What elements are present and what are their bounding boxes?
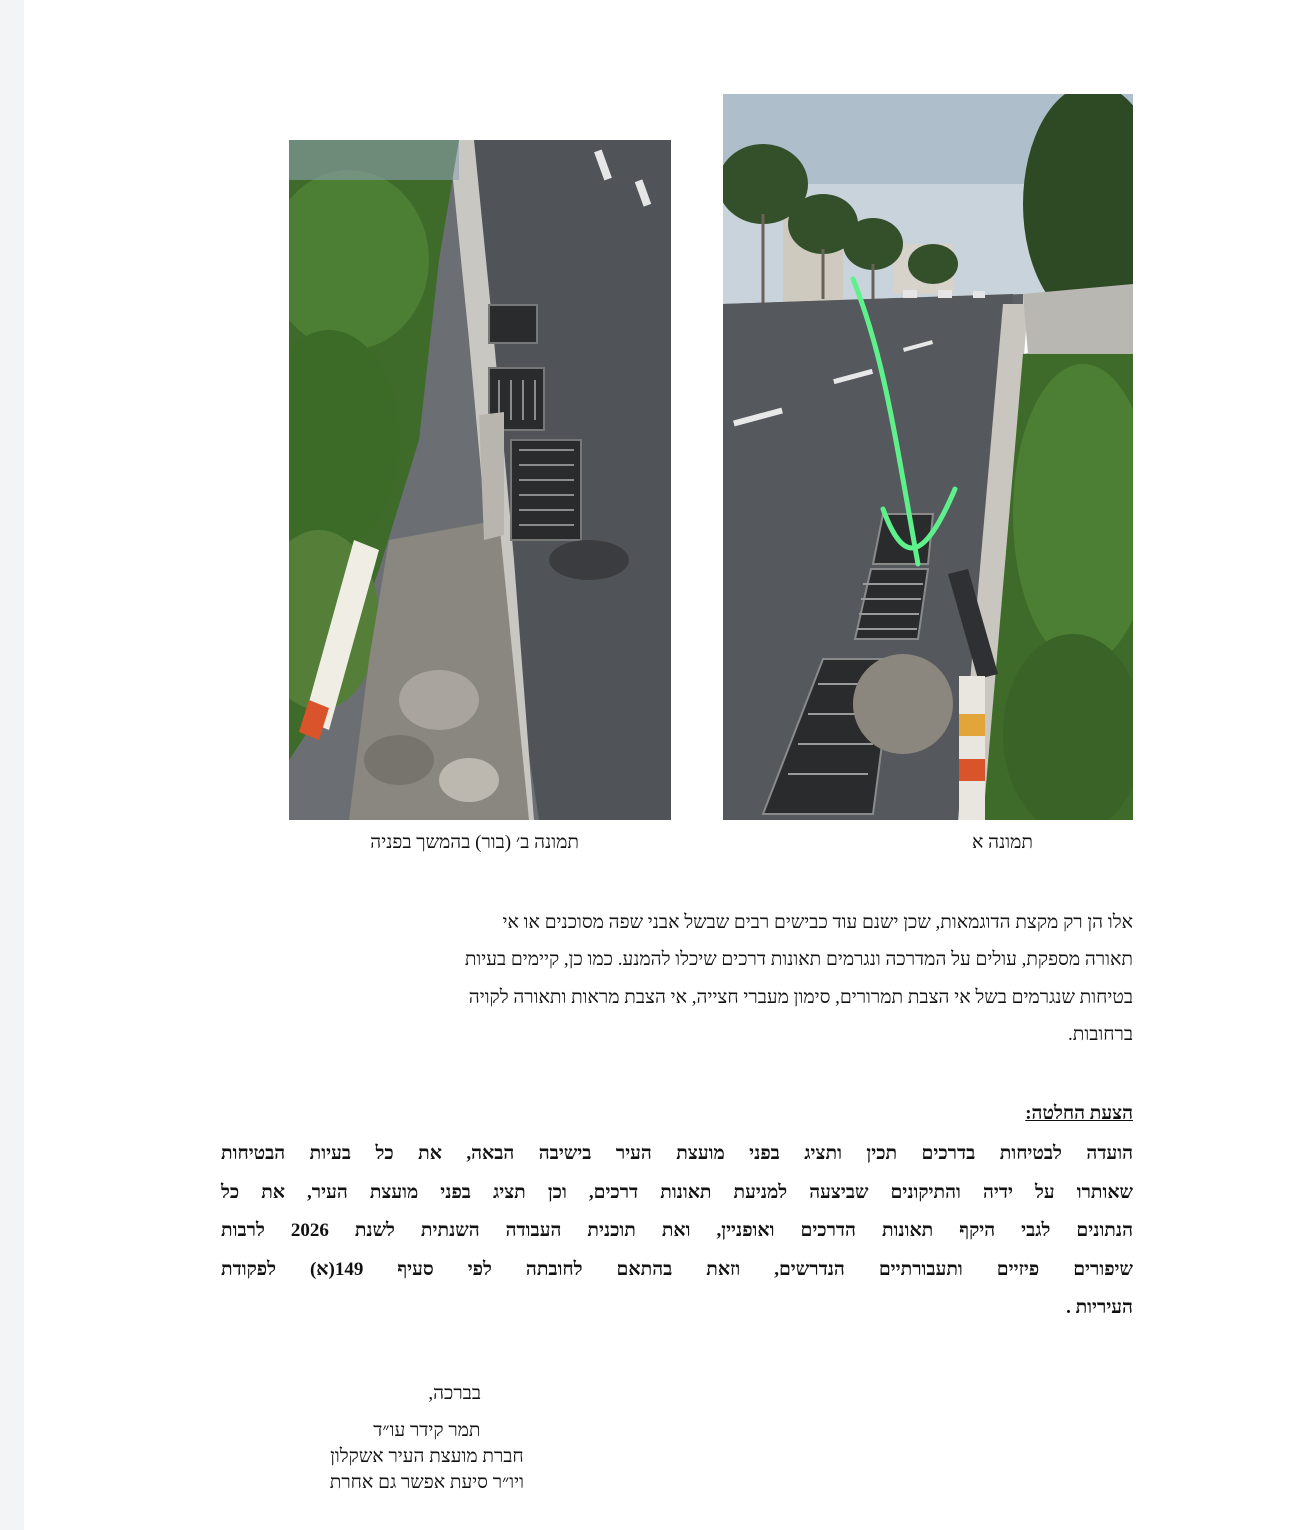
signature-details [330, 1418, 524, 1496]
proposal-line: העיריות . [1066, 1297, 1133, 1318]
body-paragraph [221, 904, 1133, 1053]
body-line: בטיחות שנגרמים בשל אי הצבת תמרורים, סימון מעברי חצייה, אי הצבת מראות ותאורה לקויה [468, 986, 1133, 1008]
signature-role: חברת מועצת העיר אשקלון [330, 1446, 524, 1467]
photo-a-caption: תמונה א [972, 832, 1033, 853]
photo-b [289, 140, 671, 820]
proposal-line: הועדה לבטיחות בדרכים תכין ותציג בפני מועצת העיר בישיבה הבאה, את כל בעיות הבטיחות [221, 1143, 1133, 1164]
proposal-line: הנתונים לגבי היקף תאונות הדרכים ואופניין, ואת תוכנית העבודה השנתית לשנת 2026 לרבות [221, 1220, 1134, 1241]
proposal-paragraph [221, 1135, 1133, 1328]
document-page [24, 0, 1303, 1530]
body-line: אלו הן רק מקצת הדוגמאות, שכן ישנם עוד כבישים רבים שבשל אבני שפה מסוכנים או אי [502, 912, 1133, 933]
photo-a [723, 94, 1133, 820]
body-line: ברחובות. [1068, 1023, 1133, 1045]
signature-greeting: בברכה, [428, 1383, 481, 1404]
photo-a-image [723, 94, 1133, 820]
signature-title: ויו״ר סיעת אפשר גם אחרת [329, 1472, 524, 1493]
proposal-line: שאותרו על ידיה והתיקונים שביצעה למניעת תאונות דרכים, וכן תציג בפני מועצת העיר, את כל [221, 1181, 1133, 1203]
body-line: תאורה מספקת, עולים על המדרכה ונגרמים תאונות דרכים שיכלו להמנע. כמו כן, קיימים בעיות [464, 949, 1133, 971]
signature-name: תמר קידר עו״ד [373, 1420, 481, 1441]
proposal-heading: הצעת החלטה: [1025, 1103, 1133, 1124]
photo-b-image [289, 140, 671, 820]
signature-block [308, 1381, 481, 1407]
proposal-line: שיפורים פיזיים ותעבורתיים הנדרשים, וזאת בהתאם לחובתה לפי סעיף 149(א) לפקודת [221, 1258, 1133, 1280]
photo-b-caption: תמונה ב׳ (בור) בהמשך בפניה [370, 832, 579, 853]
